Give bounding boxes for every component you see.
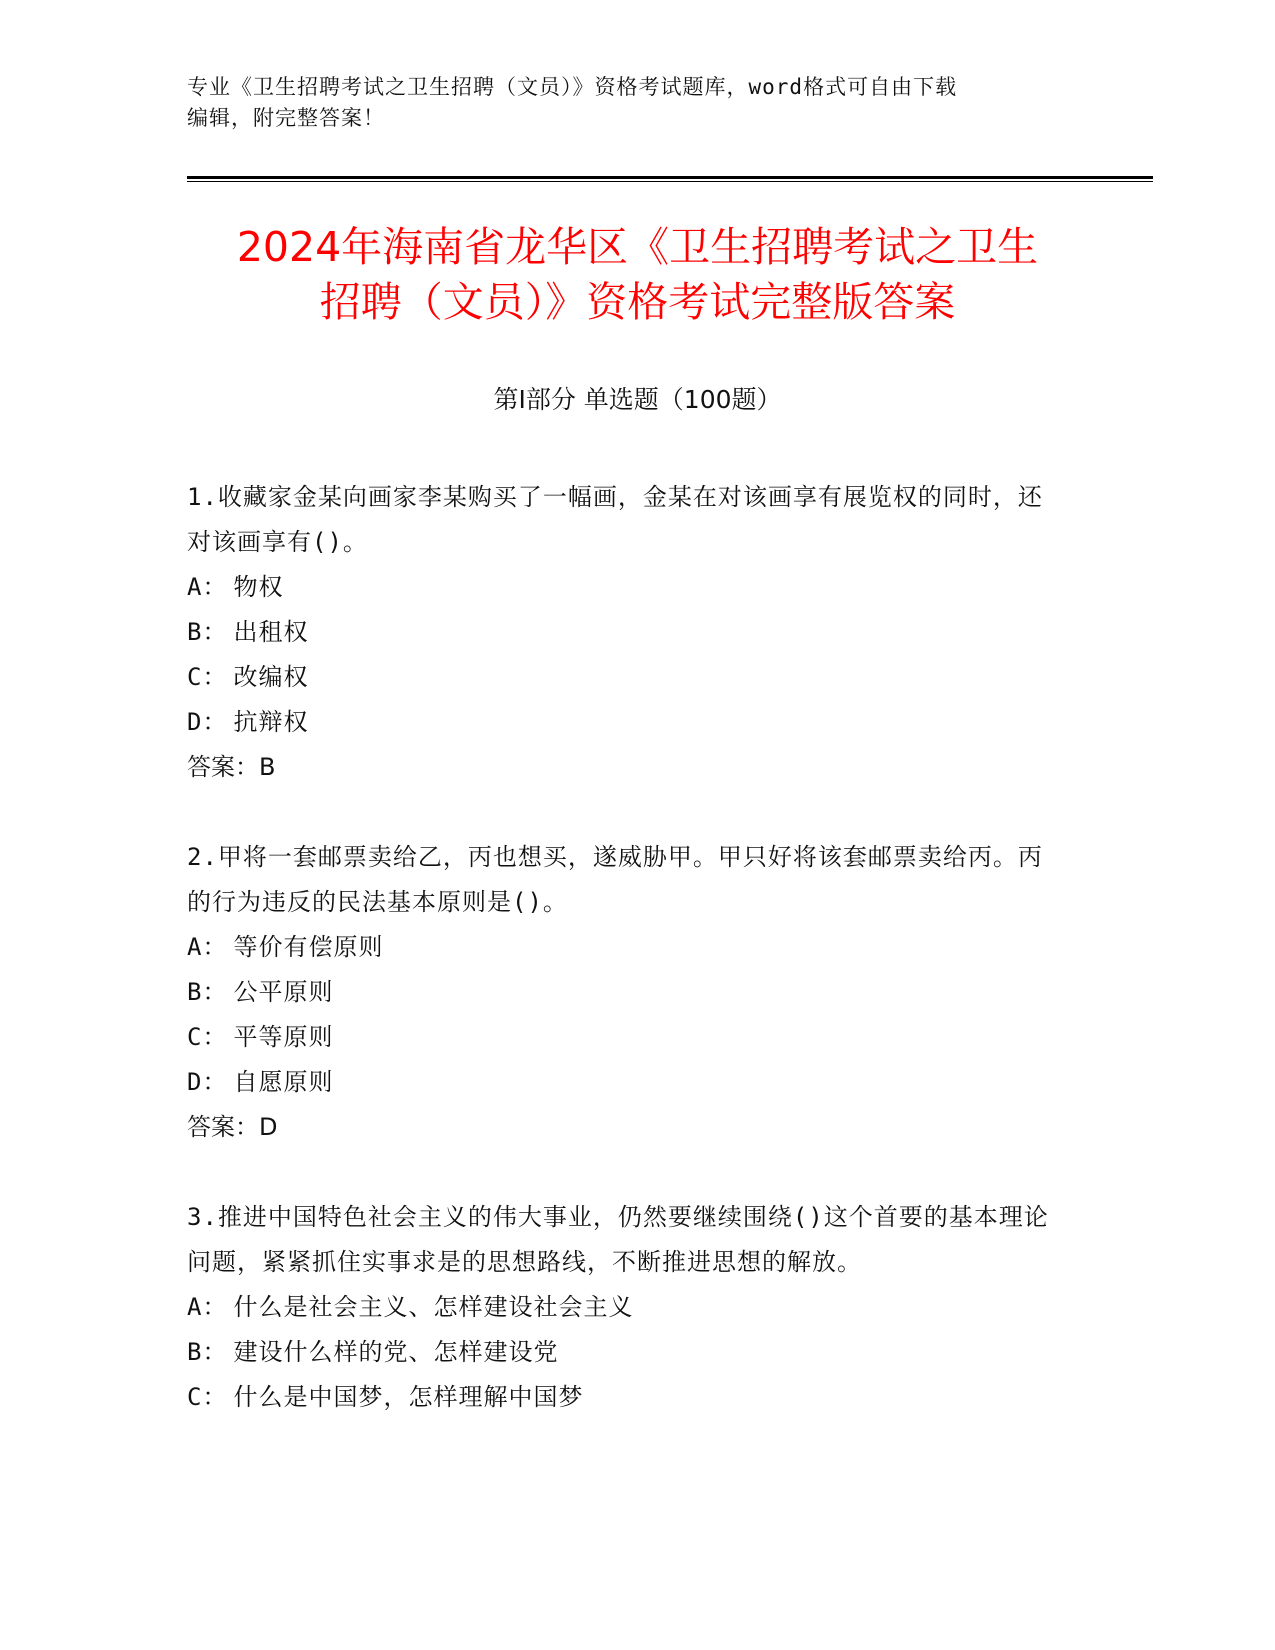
option-text: 什么是社会主义、怎样建设社会主义 — [233, 1293, 634, 1321]
option-c — [187, 1375, 1067, 1420]
question-list — [187, 475, 1067, 1465]
option-key: C： — [187, 663, 228, 691]
header-note-line-2: 编辑，附完整答案！ — [187, 106, 385, 130]
header-divider-thin — [187, 181, 1153, 182]
option-key: C： — [187, 1023, 228, 1051]
option-b — [187, 1330, 1067, 1375]
question-1 — [187, 475, 1067, 790]
question-stem: 2.甲将一套邮票卖给乙，丙也想买，遂威胁甲。甲只好将该套邮票卖给丙。丙的行为违反的民法基本原则是()。 — [187, 843, 1043, 916]
question-2 — [187, 835, 1067, 1150]
document-title-line-1: 2024年海南省龙华区《卫生招聘考试之卫生 — [236, 223, 1039, 271]
option-text: 物权 — [233, 573, 284, 601]
option-text: 出租权 — [233, 618, 309, 646]
option-text: 公平原则 — [233, 978, 334, 1006]
option-key: B： — [187, 1338, 228, 1366]
option-text: 建设什么样的党、怎样建设党 — [233, 1338, 559, 1366]
header-note-line-1: 专业《卫生招聘考试之卫生招聘（文员）》资格考试题库，word格式可自由下载 — [187, 75, 958, 99]
question-3 — [187, 1195, 1067, 1420]
answer-label: 答案：D — [187, 1113, 278, 1141]
option-key: A： — [187, 1293, 228, 1321]
document-title-line-2: 招聘（文员）》资格考试完整版答案 — [319, 278, 956, 326]
option-key: B： — [187, 618, 228, 646]
question-stem: 3.推进中国特色社会主义的伟大事业，仍然要继续围绕()这个首要的基本理论问题，紧紧抓住实事求是的思想路线，不断推进思想的解放。 — [187, 1203, 1049, 1276]
option-key: D： — [187, 708, 228, 736]
option-text: 平等原则 — [233, 1023, 334, 1051]
option-key: A： — [187, 573, 228, 601]
option-key: D： — [187, 1068, 228, 1096]
option-d — [187, 1060, 1067, 1105]
header-note — [187, 72, 1067, 134]
question-stem: 1.收藏家金某向画家李某购买了一幅画，金某在对该画享有展览权的同时，还对该画享有()。 — [187, 483, 1043, 556]
option-a — [187, 1285, 1067, 1330]
option-text: 什么是中国梦，怎样理解中国梦 — [233, 1383, 584, 1411]
option-key: C： — [187, 1383, 228, 1411]
document-title — [150, 220, 1125, 330]
option-key: A： — [187, 933, 228, 961]
option-c — [187, 1015, 1067, 1060]
option-b — [187, 970, 1067, 1015]
option-a — [187, 925, 1067, 970]
option-a — [187, 565, 1067, 610]
option-text: 抗辩权 — [233, 708, 309, 736]
answer-label: 答案：B — [187, 753, 276, 781]
section-title: 第Ⅰ部分 单选题（100题） — [493, 385, 782, 414]
header-divider-thick — [187, 176, 1153, 179]
option-text: 自愿原则 — [233, 1068, 334, 1096]
option-d — [187, 700, 1067, 745]
option-text: 改编权 — [233, 663, 309, 691]
option-key: B： — [187, 978, 228, 1006]
option-b — [187, 610, 1067, 655]
option-text: 等价有偿原则 — [233, 933, 384, 961]
option-c — [187, 655, 1067, 700]
